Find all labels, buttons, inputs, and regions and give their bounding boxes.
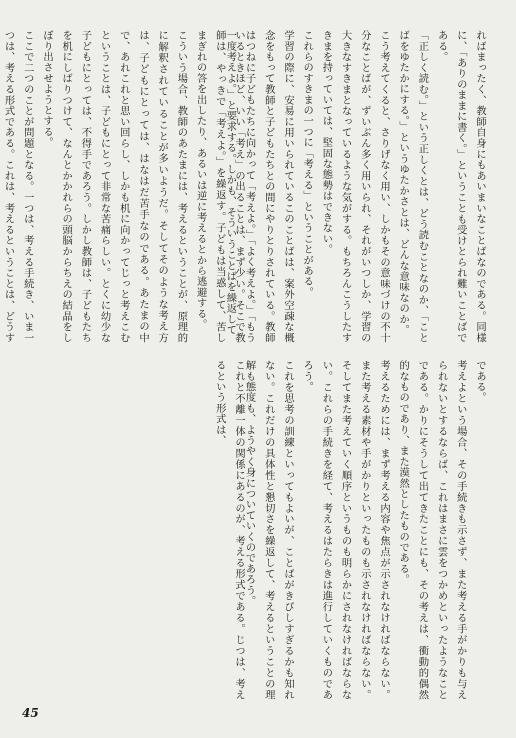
paragraph: いるときほど、いい「考え」の出ることは、まず少い。そこで教師は、やっきで「考えよ。」を繰返す。子どもは当惑して、苦しまぎれの答を出したり、あるいは逆に考えるとから逃避する。	[194, 30, 245, 343]
paragraph: これを思考の訓練といってもよいが、ことばがきびしすぎるかも知れない。これだけの具体性と懇切さを繰返して、考えるということの理解も態度も、ようやく身についていくのであろう。	[243, 360, 294, 700]
paragraph: ここで二つのことが問題となる。一つは、考える手続き、いま一つは、考える形式である。これは、考えるということは、どうす	[2, 30, 34, 343]
text-block-bottom-right	[243, 360, 489, 700]
text-block-top-right	[224, 30, 489, 343]
text-block-top-left	[2, 30, 248, 343]
page-number: 45	[22, 706, 39, 720]
paragraph: 「正しく読む。」という正しくとは、どう読むことなのか、「ことばをゆたかにする。」というゆたかさとは、どんな意味なのか。	[397, 30, 429, 343]
text-block-bottom-left	[30, 360, 248, 700]
paragraph: 考えるためには、まず考える内容や焦点が示されなければならない。また考える素材や手がかりといったものも示されなければならない。そしてまた考えていく順序というものも明らかにされなければならない。これらの手続きを経て、考えるはたらきは進行していくものであろう。	[301, 360, 390, 700]
paragraph: ればまったく、教師自身にもあいまいなことばなのである。同様に、「ありのままに書く。」ということも受けとられ難いことばである。	[435, 30, 486, 343]
paragraph: こういう場合、教師のあたまには、考えるということが、原理的に解釈されていることが多いようだ。そしてそのような考え方は、子どもにとっては、はなはだ苦手なのである。あたまの中で、あれこれと思い回らし、しかも机に向かってじっと考えこむということは、子どもにとって非常な苦痛らしい。とくに幼少な子どもにとっては、不得手であろう。しかし教師は、子どもたちを机にしばりつけて、なんとかかれらの頭脳からちえの結晶をしぼり出させようとする。	[40, 30, 188, 343]
paragraph: これと不離一体の関係にあるのが、考える形式である。じつは、考えるという形式は、	[213, 360, 245, 700]
paragraph: こう考えてくると、さりげなく用い、しかもその意味づけの不十分なことばが、ずいぶん多く用いられ、それがいつしか、学習の大きなすきまとなっているような気がする。もちろんこうしたすきまを持っていては、堅固な態勢はできない。	[320, 30, 390, 343]
paragraph: これらのすきまの一つに「考える」ということがある。	[301, 30, 314, 298]
paragraph: である。	[474, 360, 486, 403]
paragraph: 学習の際に、安易に用いられているこのことばは、案外空疎な概念をもって教師と子どもたちとの間にやりとりされている。教師はつねに子どもたちに向かって「考えよ。」「よく考えよ。」「もう一度考えよ。」と要求する。しかも、そういうことばを繰返して	[224, 30, 294, 343]
paragraph: 考えよという場合、その手続きも示さず、また考える手がかりも与えられないとするならば、これはまさに雲をつかめといったようなことである。かりにそうして出てきたことにも、その考えは、衝動的偶然的なものであり、また漠然としたものである。	[397, 360, 467, 700]
